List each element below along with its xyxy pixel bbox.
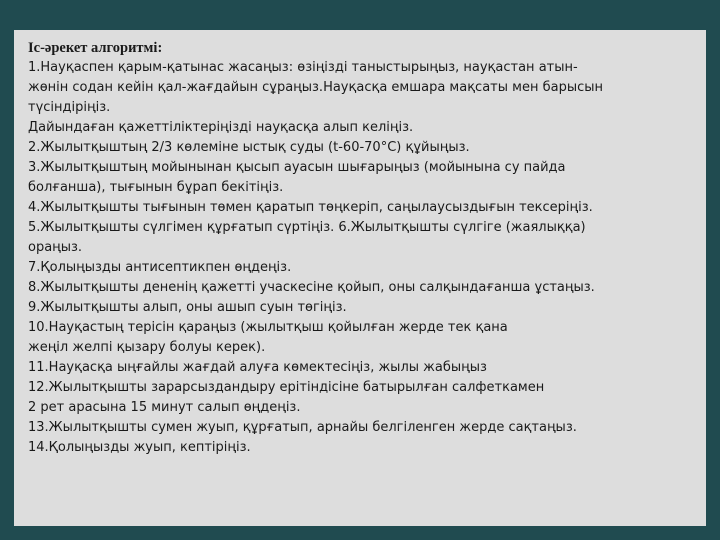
step-line: 7.Қолыңызды антисептикпен өңдеңіз.: [28, 260, 292, 275]
algorithm-title: Іс-әрекет алгоритмі:: [28, 40, 163, 56]
step-line: 12.Жылытқышты зарарсыздандыру ерітіндісіне батырылған салфеткамен: [28, 380, 545, 395]
step-line: 13.Жылытқышты сумен жуып, құрғатып, арнайы белгіленген жерде сақтаңыз.: [28, 420, 577, 435]
step-line: 4.Жылытқышты тығынын төмен қаратып төңкеріп, саңылаусыздығын тексеріңіз.: [28, 200, 593, 215]
step-line: 8.Жылытқышты дененің қажетті учаскесіне қойып, оны салқындағанша ұстаңыз.: [28, 280, 595, 295]
step-line: жеңіл желпі қызару болуы керек).: [28, 340, 266, 355]
step-line: 1.Науқаспен қарым-қатынас жасаңыз: өзіңізді таныстырыңыз, науқастан атын-: [28, 60, 578, 75]
step-line: 2.Жылытқыштың 2/3 көлеміне ыстық суды (t-60-70°С) құйыңыз.: [28, 140, 470, 155]
step-line: 2 рет арасына 15 минут салып өңдеңіз.: [28, 400, 301, 415]
step-line: түсіндіріңіз.: [28, 100, 111, 115]
step-line: ораңыз.: [28, 240, 83, 255]
step-line: болғанша), тығынын бұрап бекітіңіз.: [28, 180, 284, 195]
step-line: 11.Науқасқа ыңғайлы жағдай алуға көмектесіңіз, жылы жабыңыз: [28, 360, 487, 375]
step-line: 5.Жылытқышты сүлгімен құрғатып сүртіңіз. 6.Жылытқышты сүлгіге (жаялыққа): [28, 220, 586, 235]
step-line: 10.Науқастың терісін қараңыз (жылытқыш қойылған жерде тек қана: [28, 320, 508, 335]
content-panel: [14, 30, 706, 526]
step-line: Дайындаған қажеттіліктеріңізді науқасқа алып келіңіз.: [28, 120, 414, 135]
step-line: 9.Жылытқышты алып, оны ашып суын төгіңіз.: [28, 300, 347, 315]
step-line: 3.Жылытқыштың мойынынан қысып ауасын шығарыңыз (мойынына су пайда: [28, 160, 566, 175]
algorithm-steps: [28, 58, 694, 458]
step-line: 14.Қолыңызды жуып, кептіріңіз.: [28, 440, 251, 455]
step-line: жөнін содан кейін қал-жағдайын сұраңыз.Науқасқа емшара мақсаты мен барысын: [28, 80, 603, 95]
